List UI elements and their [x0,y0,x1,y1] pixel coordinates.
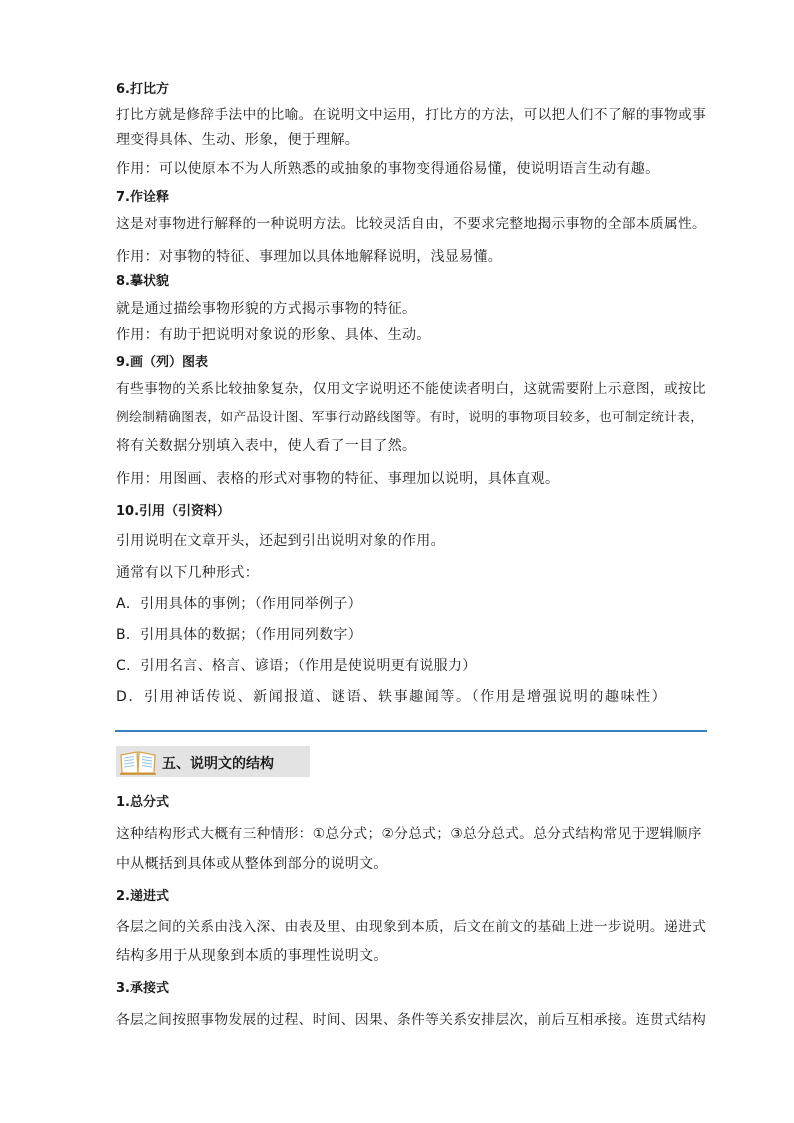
heading-10: 10.引用（引资料） [116,504,231,519]
heading-3: 3.承接式 [116,981,169,996]
heading-8: 8.摹状貌 [116,274,169,289]
effect-line: 作用：对事物的特征、事理加以具体地解释说明，浅显易懂。 [116,249,503,265]
paragraph-line: 例绘制精确图表，如产品设计图、军事行动路线图等。有时，说明的事物项目较多，也可制定统计表， [116,410,704,425]
list-item-d: D．引用神话传说、新闻报道、谜语、轶事趣闻等。（作用是增强说明的趣味性） [116,689,668,705]
heading-9: 9.画（列）图表 [116,355,208,370]
paragraph-line: 通常有以下几种形式： [116,565,259,581]
heading-7: 7.作诠释 [116,190,169,205]
paragraph-line: 中从概括到具体或从整体到部分的说明文。 [116,856,388,872]
paragraph-line: 打比方就是修辞手法中的比喻。在说明文中运用，打比方的方法，可以把人们不了解的事物或事 [116,107,707,123]
effect-line: 作用：有助于把说明对象说的形象、具体、生动。 [116,327,431,343]
list-item-b: B．引用具体的数据；（作用同列数字） [116,627,363,643]
list-item-c: C．引用名言、格言、谚语；（作用是使说明更有说服力） [116,658,477,674]
heading-2: 2.递进式 [116,889,169,904]
paragraph-line: 各层之间按照事物发展的过程、时间、因果、条件等关系安排层次，前后互相承接。连贯式结构 [116,1012,707,1028]
paragraph-line: 各层之间的关系由浅入深、由表及里、由现象到本质，后文在前文的基础上进一步说明。递进式 [116,919,707,935]
effect-line: 作用：可以使原本不为人所熟悉的或抽象的事物变得通俗易懂，使说明语言生动有趣。 [116,161,660,177]
paragraph-line: 引用说明在文章开头，还起到引出说明对象的作用。 [116,533,445,549]
list-item-a: A．引用具体的事例；（作用同举例子） [116,596,362,612]
effect-line: 作用：用图画、表格的形式对事物的特征、事理加以说明，具体直观。 [116,471,560,487]
paragraph-line: 理变得具体、生动、形象，便于理解。 [116,132,360,148]
paragraph-line: 这是对事物进行解释的一种说明方法。比较灵活自由，不要求完整地揭示事物的全部本质属性。 [116,216,707,232]
paragraph-line: 就是通过描绘事物形貌的方式揭示事物的特征。 [116,301,417,317]
heading-6: 6.打比方 [116,82,169,97]
paragraph-line: 有些事物的关系比较抽象复杂，仅用文字说明还不能使读者明白，这就需要附上示意图，或按比 [116,381,707,397]
paragraph-line: 结构多用于从现象到本质的事理性说明文。 [116,948,388,964]
paragraph-line: 这种结构形式大概有三种情形：①总分式；②分总式；③总分总式。总分式结构常见于逻辑顺序 [116,826,702,842]
section-header [116,746,310,777]
open-book-icon [119,748,157,776]
heading-1: 1.总分式 [116,795,169,810]
section-divider [115,730,707,732]
paragraph-line: 将有关数据分别填入表中，使人看了一目了然。 [116,438,417,454]
section-title: 五、说明文的结构 [162,756,274,772]
